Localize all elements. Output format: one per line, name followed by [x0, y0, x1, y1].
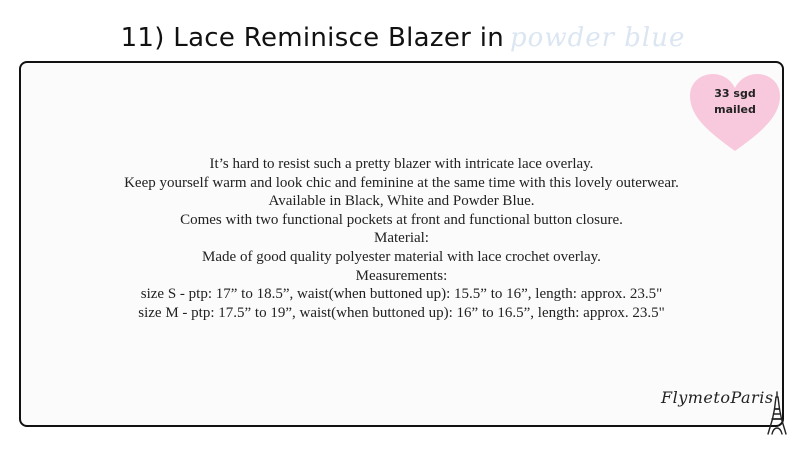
description-line: Made of good quality polyester material with lace crochet overlay. [202, 248, 601, 265]
description-line: Material: [374, 230, 429, 247]
price-shipping: mailed [714, 103, 756, 116]
price-amount: 33 sgd [714, 87, 756, 100]
price-badge [688, 73, 782, 153]
description-line: It’s hard to resist such a pretty blazer with intricate lace overlay. [209, 156, 594, 172]
description-line: Comes with two functional pockets at front and functional button closure. [180, 211, 623, 228]
title-accent: powder blue [510, 23, 686, 53]
brand-signature: FlymetoParis [661, 388, 774, 407]
page-title [0, 18, 806, 61]
description-line: size M - ptp: 17.5” to 19”, waist(when buttoned up): 16” to 16.5”, length: approx. 23.5" [138, 304, 665, 321]
price-text [688, 86, 782, 118]
description-line: Available in Black, White and Powder Blue. [268, 193, 535, 210]
description-line: Keep yourself warm and look chic and feminine at the same time with this lovely outerwear. [124, 174, 679, 191]
product-description [21, 155, 782, 322]
eiffel-tower-icon [766, 391, 788, 435]
description-line: Measurements: [355, 267, 448, 284]
description-line: size S - ptp: 17” to 18.5”, waist(when buttoned up): 15.5” to 16”, length: approx. 23.5" [140, 286, 663, 303]
description-card [19, 61, 784, 427]
title-main: 11) Lace Reminisce Blazer in [120, 23, 505, 53]
